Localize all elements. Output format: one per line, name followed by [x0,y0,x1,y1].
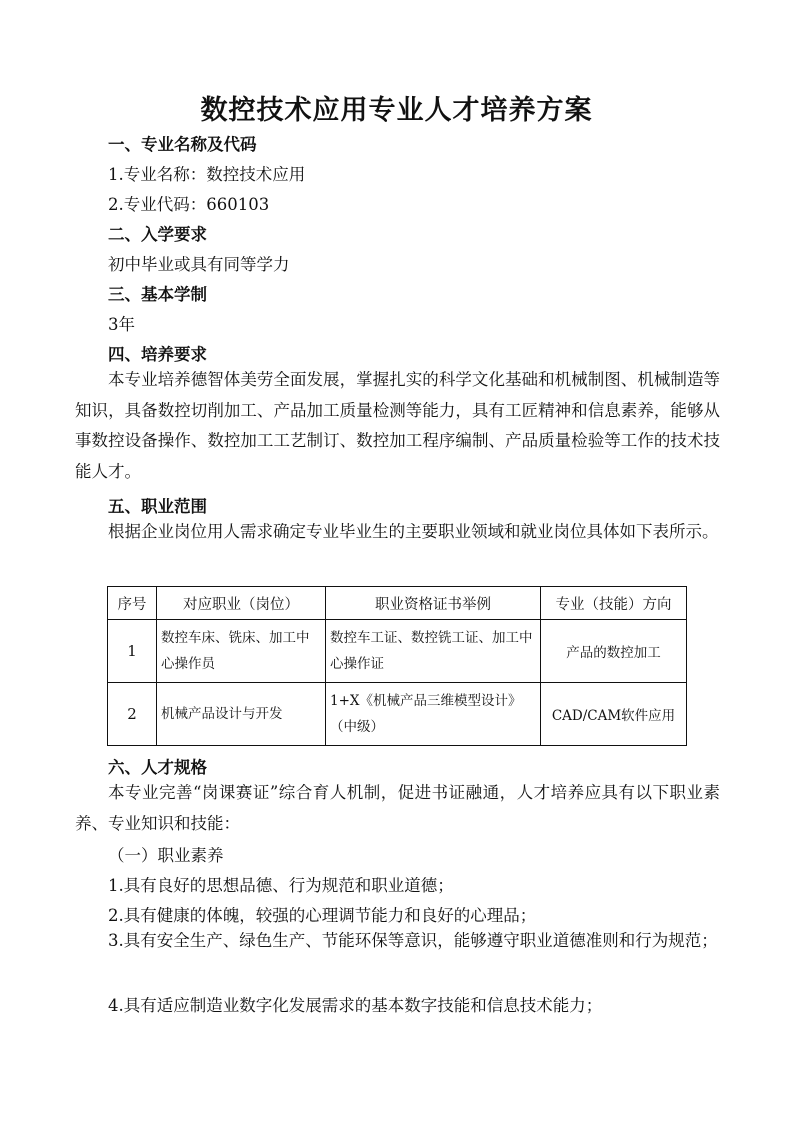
table-row [108,620,687,683]
talent-spec-paragraph [75,778,720,839]
table-header: 职业资格证书举例 [326,587,541,620]
table-cell: CAD/CAM软件应用 [541,683,687,746]
table-row [108,683,687,746]
section-5-heading: 五、职业范围 [108,497,207,516]
table-header: 对应职业（岗位） [157,587,326,620]
section-4-heading: 四、培养要求 [108,345,207,364]
list-item: 3.具有安全生产、绿色生产、节能环保等意识，能够遵守职业道德准则和行为规范； [108,931,718,950]
study-duration: 3年 [108,315,135,334]
table-cell: 机械产品设计与开发 [157,683,326,746]
table-cell: 1+X《机械产品三维模型设计》（中级） [326,683,541,746]
career-table [107,586,687,746]
table-cell: 产品的数控加工 [541,620,687,683]
list-item: 1.具有良好的思想品德、行为规范和职业道德； [108,876,454,895]
career-scope-text: 根据企业岗位用人需求确定专业毕业生的主要职业领域和就业岗位具体如下表所示。 [108,522,719,541]
table-header-row [108,587,687,620]
table-header: 序号 [108,587,157,620]
major-code: 2.专业代码：660103 [108,195,270,214]
section-3-heading: 三、基本学制 [108,285,207,304]
section-2-heading: 二、入学要求 [108,225,207,244]
table-cell: 2 [108,683,157,746]
subsection-heading: （一）职业素养 [108,846,224,865]
major-name: 1.专业名称：数控技术应用 [108,165,306,184]
table-cell: 数控车工证、数控铣工证、加工中心操作证 [326,620,541,683]
section-1-heading: 一、专业名称及代码 [108,135,257,154]
training-requirement-text: 本专业培养德智体美劳全面发展，掌握扎实的科学文化基础和机械制图、机械制造等知识，具备数控切削加工、产品加工质量检测等能力，具有工匠精神和信息素养，能够从事数控设备操作、数控加工工艺制订、数控加工程序编制、产品质量检验等工作的技术技能人才。 [75,370,720,481]
admission-requirement: 初中毕业或具有同等学力 [108,255,290,274]
table-header: 专业（技能）方向 [541,587,687,620]
section-6-heading: 六、人才规格 [108,758,207,777]
table-cell: 1 [108,620,157,683]
training-requirement-paragraph [75,365,720,487]
list-item-wrapped [75,926,720,957]
career-scope-paragraph [75,517,720,548]
document-title: 数控技术应用专业人才培养方案 [200,95,593,126]
talent-spec-text: 本专业完善“岗课赛证”综合育人机制，促进书证融通，人才培养应具有以下职业素养、专业知识和技能： [75,783,720,833]
table-cell: 数控车床、铣床、加工中心操作员 [157,620,326,683]
list-item: 2.具有健康的体魄，较强的心理调节能力和良好的心理品； [108,906,537,925]
list-item: 4.具有适应制造业数字化发展需求的基本数字技能和信息技术能力； [108,996,603,1015]
